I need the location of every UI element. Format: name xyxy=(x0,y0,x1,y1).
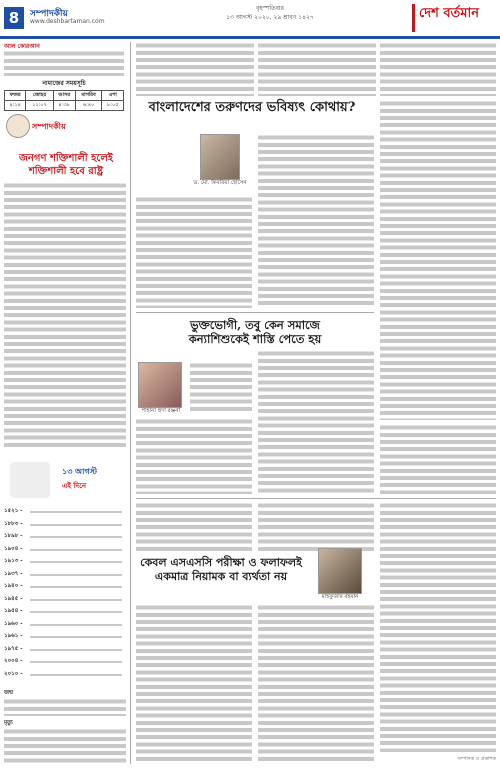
article-divider-2 xyxy=(136,498,496,499)
today-year: ১৫২১ - xyxy=(4,508,23,514)
top-col-2 xyxy=(258,42,376,96)
today-year: ১৯০৪ - xyxy=(4,545,23,552)
prayer-time-4: ৮:০৫ xyxy=(102,101,124,111)
section-title: সম্পাদকীয় xyxy=(30,9,68,19)
article1-col1 xyxy=(136,196,252,308)
today-event-text xyxy=(30,661,122,663)
article2-col1 xyxy=(136,418,252,494)
today-event-text xyxy=(30,549,122,551)
today-event-text xyxy=(30,599,122,601)
today-event-text xyxy=(30,586,122,588)
article2-headline xyxy=(136,318,374,346)
today-list-item xyxy=(4,508,126,521)
column-divider xyxy=(130,42,131,764)
today-year: ১৯৩৭ - xyxy=(4,570,23,577)
article2-author-photo xyxy=(138,362,182,408)
page-header xyxy=(0,0,500,48)
today-list-item xyxy=(4,546,126,559)
today-list-item xyxy=(4,558,126,571)
article1-author-photo xyxy=(200,134,240,180)
prayer-time-1: ১২:০৭ xyxy=(26,101,53,111)
calendar-icon xyxy=(10,462,50,498)
today-event-text xyxy=(30,511,122,513)
prayer-header-1: জোহর xyxy=(26,91,53,101)
article2-headline-line2: কন্যাশিশুকেই শাস্তি পেতে হয় xyxy=(188,332,322,346)
today-list-item xyxy=(4,521,126,534)
article2-col1-top xyxy=(190,362,252,414)
today-year: ১৯৪০ - xyxy=(4,583,23,589)
today-year: ১৯৭৫ - xyxy=(4,645,23,652)
page-number: 8 xyxy=(4,7,24,29)
article3-author-photo xyxy=(318,548,362,594)
today-event-text xyxy=(30,524,122,526)
today-list-item xyxy=(4,658,126,671)
today-event-text xyxy=(30,624,122,626)
prayer-times-table xyxy=(4,78,124,111)
prayer-header-3: মাগরিব xyxy=(75,91,102,101)
editorial-headline-line2: শক্তিশালী হবে রাষ্ট্র xyxy=(28,166,104,177)
births-body xyxy=(4,698,126,716)
births-label: জন্ম xyxy=(4,690,14,696)
today-year: ২০১০ - xyxy=(4,670,23,677)
article3-col1 xyxy=(136,604,252,764)
quran-text xyxy=(4,50,124,76)
article3-headline-line1: কেবল এসএসসি পরীক্ষা ও ফলাফলই xyxy=(140,556,302,569)
today-list-item xyxy=(4,533,126,546)
editorial-headline-line1: জনগণ শক্তিশালী হলেই xyxy=(18,153,114,164)
editorial-banner xyxy=(4,112,124,140)
today-list xyxy=(4,508,126,683)
editorial-headline xyxy=(4,152,128,178)
today-event-text xyxy=(30,574,122,576)
today-year: ২০০৪ - xyxy=(4,658,23,664)
today-event-text xyxy=(30,649,122,651)
website-link[interactable]: www.deshbartaman.com xyxy=(30,18,105,25)
header-day: বৃহস্পতিবার xyxy=(256,5,284,12)
article3-headline-line2: একমাত্র নিয়ামক বা ব্যর্থতা নয় xyxy=(154,570,288,583)
article2-author-caption: শাহানা হুদা রঞ্জনা xyxy=(141,408,181,414)
article3-col3 xyxy=(380,502,496,752)
article3-headline xyxy=(136,556,306,584)
article3-author-caption: মাহফুজার রহমান xyxy=(321,594,359,600)
article3-col2 xyxy=(258,604,374,764)
brand-logo xyxy=(412,4,500,32)
today-year: ১৯৫৪ - xyxy=(4,608,23,614)
brand-name: দেশ বর্তমান xyxy=(419,6,480,21)
article-divider-1 xyxy=(136,312,374,313)
today-in-history-banner xyxy=(4,456,124,504)
deaths-body xyxy=(4,728,126,764)
article1-headline: বাংলাদেশের তরুণদের ভবিষ্যৎ কোথায়? xyxy=(148,100,356,115)
prayer-header-2: আসর xyxy=(53,91,75,101)
today-list-item xyxy=(4,571,126,584)
article2-headline-line1: ভুক্তভোগী, তবু কেন সমাজে xyxy=(190,318,320,332)
today-list-item xyxy=(4,583,126,596)
today-year: ১৯৬১ - xyxy=(4,633,23,639)
today-year: ১৯৬০ - xyxy=(4,620,23,627)
today-list-item xyxy=(4,646,126,659)
today-event-text xyxy=(30,674,122,676)
article1-author-caption: ড. মো. কিবরিয়া হোসেন xyxy=(193,180,247,186)
header-rule xyxy=(0,36,500,39)
today-sublabel: এই দিনে xyxy=(62,482,87,490)
prayer-time-2: ৪:৩৮ xyxy=(53,101,75,111)
today-event-text xyxy=(30,561,122,563)
header-date: ১৩ আগস্ট ২০২০, ২৯ শ্রাবণ ১৪২৭ xyxy=(226,14,314,21)
top-col-1 xyxy=(136,42,254,96)
prayer-header-0: ফজর xyxy=(5,91,26,101)
today-date: ১৩ আগস্ট xyxy=(62,467,98,476)
editorial-label: সম্পাদকীয় xyxy=(32,122,66,131)
today-year: ১৮৮৩ - xyxy=(4,520,23,527)
top-col-3 xyxy=(380,42,496,96)
article2-col3 xyxy=(380,424,496,494)
today-list-item xyxy=(4,596,126,609)
pen-icon xyxy=(6,114,30,138)
article2-col2 xyxy=(258,350,374,494)
today-list-item xyxy=(4,671,126,684)
article3-top-col1 xyxy=(136,502,252,552)
today-list-item xyxy=(4,621,126,634)
today-event-text xyxy=(30,536,122,538)
today-year: ১৯১৩ - xyxy=(4,558,23,564)
today-year: ১৯৪৫ - xyxy=(4,595,23,602)
prayer-time-0: ৪:১৪ xyxy=(5,101,26,111)
prayer-header-4: এশা xyxy=(102,91,124,101)
today-event-text xyxy=(30,611,122,613)
editorial-body xyxy=(4,182,126,450)
article1-col2 xyxy=(258,134,374,308)
today-list-item xyxy=(4,633,126,646)
article1-col3 xyxy=(380,100,496,420)
footer-note: সম্পাদক ও প্রকাশক xyxy=(457,756,496,762)
deaths-label: মৃত্যু xyxy=(4,720,13,726)
prayer-table-title: নামাজের সময়সূচি xyxy=(42,80,86,87)
today-year: ১৮৯৮ - xyxy=(4,533,23,539)
today-event-text xyxy=(30,636,122,638)
today-list-item xyxy=(4,608,126,621)
prayer-time-3: ৬:৪০ xyxy=(75,101,102,111)
quran-heading: আল কোরআন xyxy=(4,43,40,50)
header-date-block xyxy=(190,4,350,22)
article3-top-col2 xyxy=(258,502,374,552)
